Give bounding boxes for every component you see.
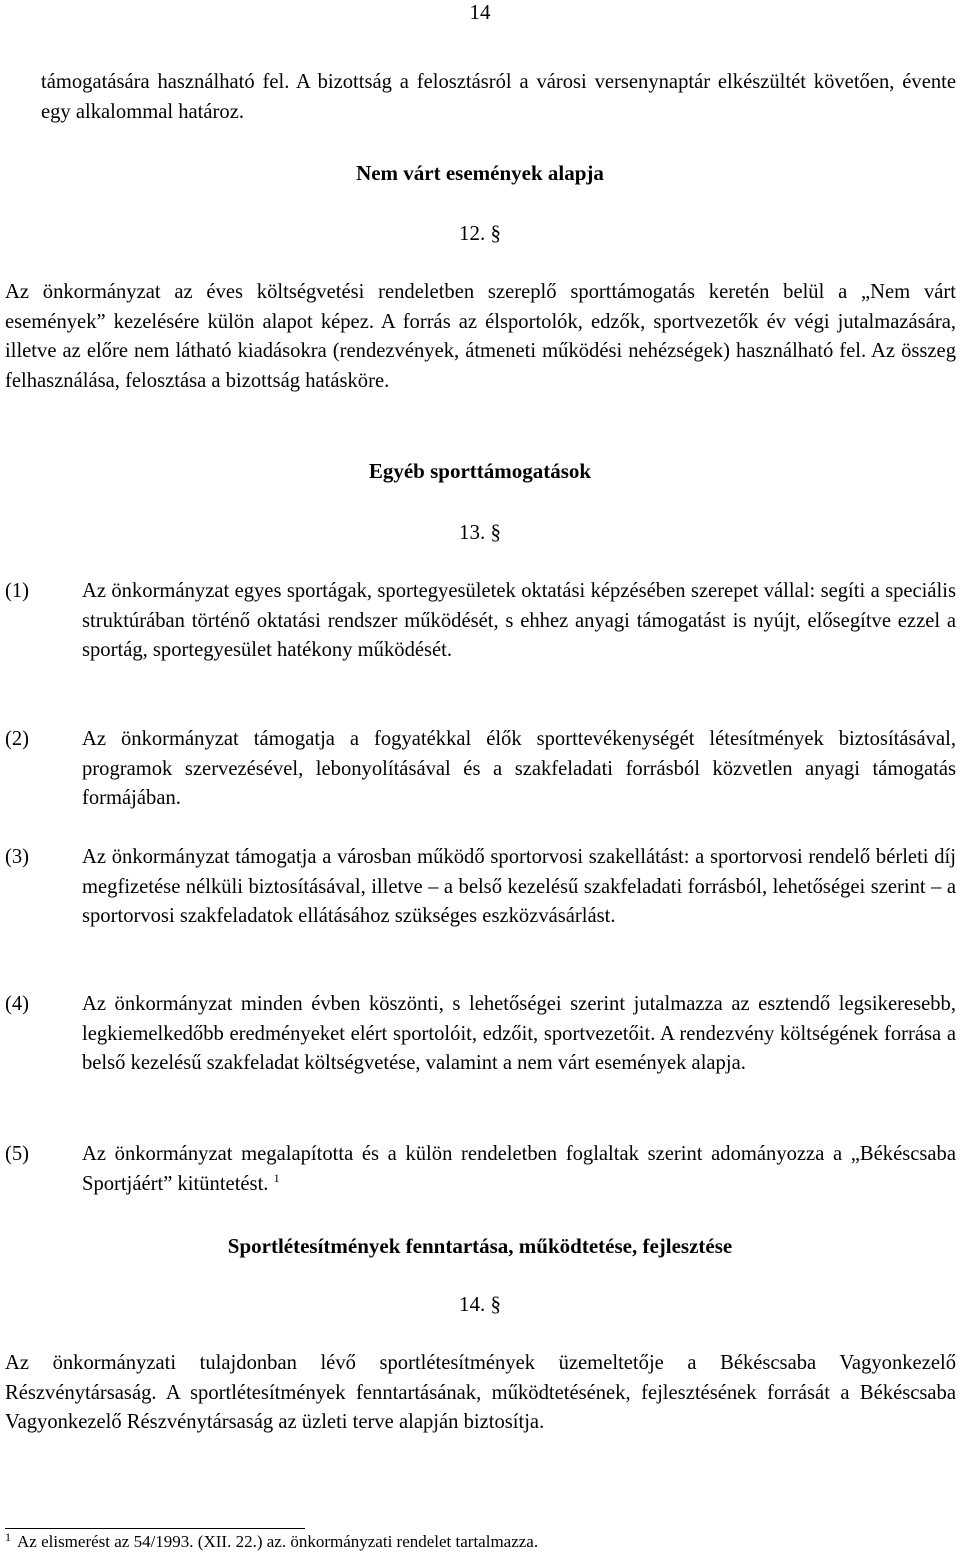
- page-number: 14: [469, 0, 491, 24]
- list-item-number: (5): [5, 1143, 30, 1165]
- footnote: [5, 1532, 538, 1553]
- section-12-heading: Nem várt események alapja: [356, 161, 604, 185]
- list-item-text-body: Az önkormányzat megalapította és a külön rendeletben foglaltak szerint adományozza a „Békéscsaba Sportjáért” kitüntetést.: [82, 1143, 956, 1195]
- section-14-number: 14. §: [459, 1292, 501, 1316]
- footnote-reference[interactable]: 1: [273, 1170, 280, 1185]
- section-14-paragraph: Az önkormányzati tulajdonban lévő sportlétesítmények üzemeltetője a Békéscsaba Vagyonkezelő Részvénytársaság. A sportlétesítmények fenntartásának, működtetésének, fejlesztésének forrását a Békéscsaba Vagyonkezelő Részvénytársaság az üzleti terve alapján biztosítja.: [5, 1352, 956, 1433]
- list-item-text: [82, 1140, 956, 1199]
- section-12-paragraph: Az önkormányzat az éves költségvetési rendeletben szereplő sporttámogatás keretén belül a „Nem várt események” kezelésére külön alapot képez. A forrás az élsportolók, edzők, sportvezetők év végi jutalmazására, illetve az előre nem látható kiadásokra (rendezvények, átmeneti működési nehézségek) használható fel. Az összeg felhasználása, felosztása a bizottság hatásköre.: [5, 281, 956, 392]
- list-item-text: Az önkormányzat egyes sportágak, sportegyesületek oktatási képzésében szerepet vállal: segíti a speciális struktúrában történő oktatási rendszer működését, s ehhez anyagi támogatást is nyújt, elősegítve ezzel a sportág, sportegyesület hatékony működését.: [82, 580, 956, 661]
- section-13-heading: Egyéb sporttámogatások: [368, 459, 592, 483]
- list-item-number: (2): [5, 728, 30, 750]
- footnote-text: Az elismerést az 54/1993. (XII. 22.) az. önkormányzati rendelet tartalmazza.: [17, 1532, 539, 1551]
- list-item-text: Az önkormányzat támogatja a fogyatékkal élők sporttevékenységét létesítmények biztosításával, programok szervezésével, lebonyolításával és a szakfeladati forrásból közvetlen anyagi támogatás formájában.: [82, 728, 956, 809]
- section-13-number: 13. §: [459, 520, 501, 544]
- section-14-heading: Sportlétesítmények fenntartása, működtetése, fejlesztése: [227, 1234, 733, 1258]
- list-item-number: (1): [5, 580, 30, 602]
- intro-paragraph: támogatására használható fel. A bizottság a felosztásról a városi versenynaptár elkészültét követően, évente egy alkalommal határoz.: [41, 71, 956, 123]
- list-item-text: Az önkormányzat támogatja a városban működő sportorvosi szakellátást: a sportorvosi rendelő bérleti díj megfizetése nélküli biztosításával, illetve – a belső kezelésű szakfeladati forrásból, lehetőségei szerint – a sportorvosi szakfeladatok ellátásához szükséges eszközvásárlást.: [82, 846, 956, 927]
- footnote-mark: 1: [5, 1530, 11, 1544]
- list-item-number: (4): [5, 993, 30, 1015]
- list-item-text: Az önkormányzat minden évben köszönti, s lehetőségei szerint jutalmazza az esztendő legsikeresebb, legkiemelkedőbb eredményeket elért sportolóit, edzőit, sportvezetőit. A rendezvény költségének forrása a belső kezelésű szakfeladat költségvetése, valamint a nem várt események alapja.: [82, 993, 956, 1074]
- footnote-divider: [5, 1528, 305, 1529]
- section-12-number: 12. §: [459, 221, 501, 245]
- list-item-number: (3): [5, 846, 30, 868]
